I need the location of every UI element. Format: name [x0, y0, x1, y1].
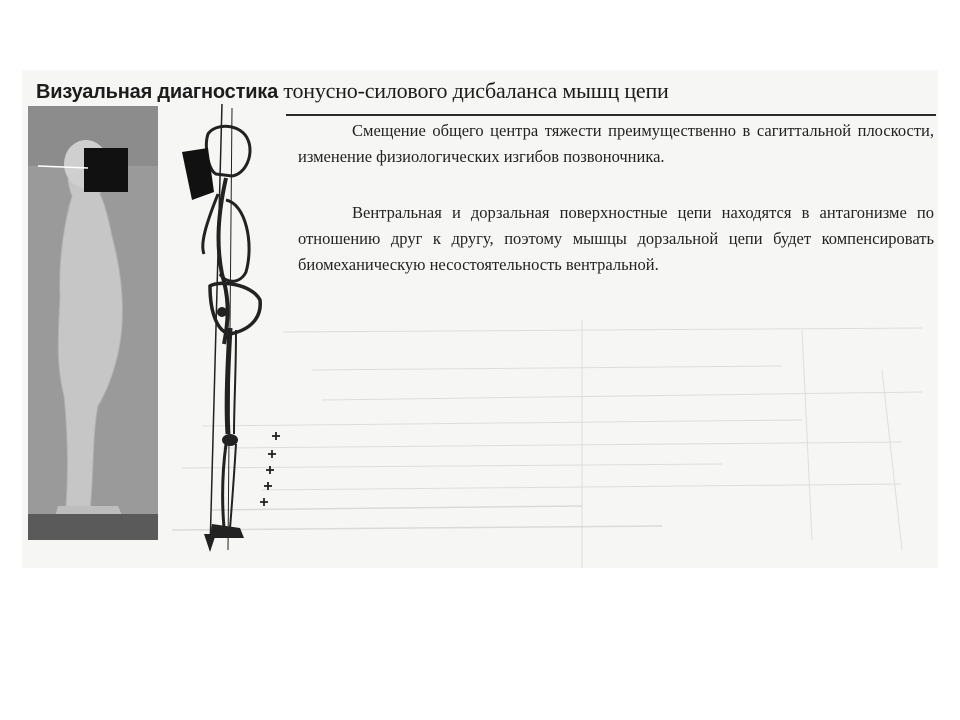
title-bold-part: Визуальная диагностика	[36, 81, 279, 103]
paragraph-1: Смещение общего центра тяжести преимущественно в сагиттальной плоскости, изменение физиологических изгибов позвоночника.	[298, 121, 934, 166]
paragraph-2: Вентральная и дорзальная поверхностные цепи находятся в антагонизме по отношению друг к другу, поэтому мышцы дорзальной цепи будет компенсировать биомеханическую несостоятельность вентральной.	[298, 203, 934, 274]
skeleton-profile-drawing	[170, 104, 290, 556]
patient-profile-photo	[28, 106, 158, 540]
face-censor-block	[84, 148, 128, 192]
title-underline	[286, 114, 936, 116]
title-rest: тонусно-силового дисбаланса мышц цепи	[283, 78, 669, 103]
slide-title	[36, 78, 669, 104]
